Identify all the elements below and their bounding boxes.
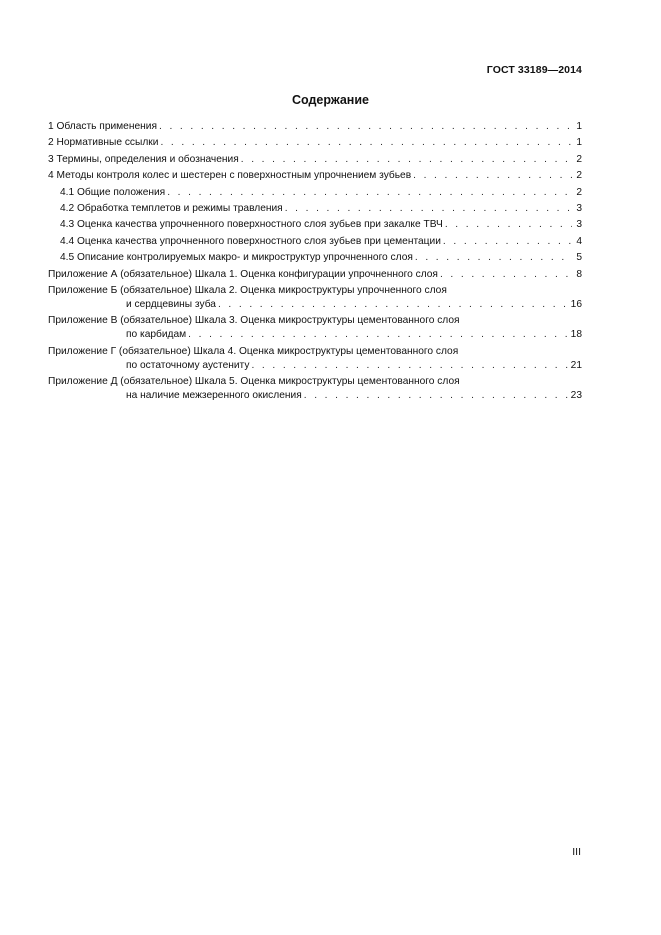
dot-leader: [285, 202, 572, 216]
toc-entry[interactable]: [48, 136, 582, 150]
toc-entry-page: 2: [576, 153, 582, 165]
toc-entry[interactable]: [48, 186, 582, 200]
toc-entry-line: [60, 186, 582, 200]
toc-entry-line: [48, 359, 582, 373]
toc-entry[interactable]: [48, 314, 582, 342]
toc-entry-line: [48, 153, 582, 167]
toc-entry-page: 21: [570, 359, 582, 371]
toc-entry-text: 4.5 Описание контролируемых макро- и микроструктур упрочненного слоя: [60, 252, 413, 264]
toc-entry-page: 1: [576, 137, 582, 149]
toc-entry-line: [60, 218, 582, 232]
toc-entry[interactable]: [48, 153, 582, 167]
dot-leader: [415, 251, 572, 265]
dot-leader: [440, 268, 572, 282]
toc-entry[interactable]: [48, 169, 582, 183]
toc-entry-page: 2: [576, 170, 582, 182]
toc-entry-text: на наличие межзеренного окисления: [126, 390, 302, 402]
toc-entry-page: 8: [576, 268, 582, 280]
dot-leader: [160, 136, 572, 150]
toc-entry-text: 4.4 Оценка качества упрочненного поверхностного слоя зубьев при цементации: [60, 235, 441, 247]
toc-entry-page: 3: [576, 202, 582, 214]
toc-entry-line: [48, 314, 582, 328]
toc-entry-line: [60, 235, 582, 249]
toc-entry-page: 4: [576, 235, 582, 247]
toc-entry-line: [48, 375, 582, 389]
toc-entry[interactable]: [48, 218, 582, 232]
dot-leader: [304, 389, 569, 403]
dot-leader: [445, 218, 572, 232]
toc-entry-text: 2 Нормативные ссылки: [48, 137, 159, 149]
toc-title: Содержание: [291, 93, 369, 107]
dot-leader: [167, 186, 572, 200]
toc-entry-line: [48, 345, 582, 359]
toc-entry-text: Приложение В (обязательное) Шкала 3. Оценка микроструктуры цементованного слоя: [48, 315, 460, 327]
toc-entry[interactable]: [48, 268, 582, 282]
toc-entry[interactable]: [48, 202, 582, 216]
dot-leader: [443, 235, 572, 249]
dot-leader: [413, 169, 572, 183]
dot-leader: [188, 328, 568, 342]
toc-entry-page: 2: [576, 186, 582, 198]
toc-entry-line: [48, 120, 582, 134]
toc-entry-page: 1: [576, 121, 582, 132]
toc-entry-text: 4.2 Обработка темплетов и режимы травления: [60, 202, 283, 214]
toc-entry-line: [60, 251, 582, 265]
toc-entry-line: [48, 268, 582, 282]
toc-entry-text: по карбидам: [126, 329, 187, 341]
toc-entry[interactable]: [48, 235, 582, 249]
toc-entry-text: Приложение Б (обязательное) Шкала 2. Оценка микроструктуры упрочненного слоя: [48, 284, 447, 296]
toc-entry-text: 1 Область применения: [48, 121, 157, 132]
toc-entry[interactable]: [48, 375, 582, 403]
toc-entry-text: 4.1 Общие положения: [60, 186, 166, 198]
toc-entry-line: [48, 328, 582, 342]
toc-entry-text: 4 Методы контроля колес и шестерен с поверхностным упрочнением зубьев: [48, 170, 412, 182]
toc-entry-line: [48, 389, 582, 403]
dot-leader: [251, 359, 568, 373]
toc-entry-text: 3 Термины, определения и обозначения: [48, 153, 239, 165]
toc-entry-text: по остаточному аустениту: [126, 359, 250, 371]
toc-entry-text: Приложение А (обязательное) Шкала 1. Оценка конфигурации упрочненного слоя: [48, 268, 438, 280]
toc-entry-line: [48, 298, 582, 312]
toc-entry-page: 5: [576, 252, 582, 264]
dot-leader: [218, 298, 569, 312]
toc-entry-line: [48, 136, 582, 150]
toc-entry[interactable]: [48, 120, 582, 134]
toc-entry-page: 3: [576, 219, 582, 231]
toc-entry-text: Приложение Г (обязательное) Шкала 4. Оценка микроструктуры цементованного слоя: [48, 345, 459, 357]
toc-entry[interactable]: [48, 251, 582, 265]
toc-entry-text: и сердцевины зуба: [126, 298, 216, 310]
toc-entry-line: [60, 202, 582, 216]
toc-entry-page: 23: [570, 390, 582, 402]
dot-leader: [159, 120, 572, 134]
toc-entry-page: 18: [570, 329, 582, 341]
toc-entry[interactable]: [48, 345, 582, 373]
toc-entry-page: 16: [570, 298, 582, 310]
dot-leader: [241, 153, 572, 167]
page-number: III: [572, 846, 581, 858]
toc-entry-text: 4.3 Оценка качества упрочненного поверхностного слоя зубьев при закалке ТВЧ: [60, 219, 443, 231]
toc-entry-line: [48, 169, 582, 183]
document-code: ГОСТ 33189—2014: [486, 64, 582, 76]
toc-entry[interactable]: [48, 284, 582, 312]
toc-entry-text: Приложение Д (обязательное) Шкала 5. Оценка микроструктуры цементованного слоя: [48, 376, 460, 388]
table-of-contents: [48, 120, 582, 405]
toc-entry-line: [48, 284, 582, 298]
